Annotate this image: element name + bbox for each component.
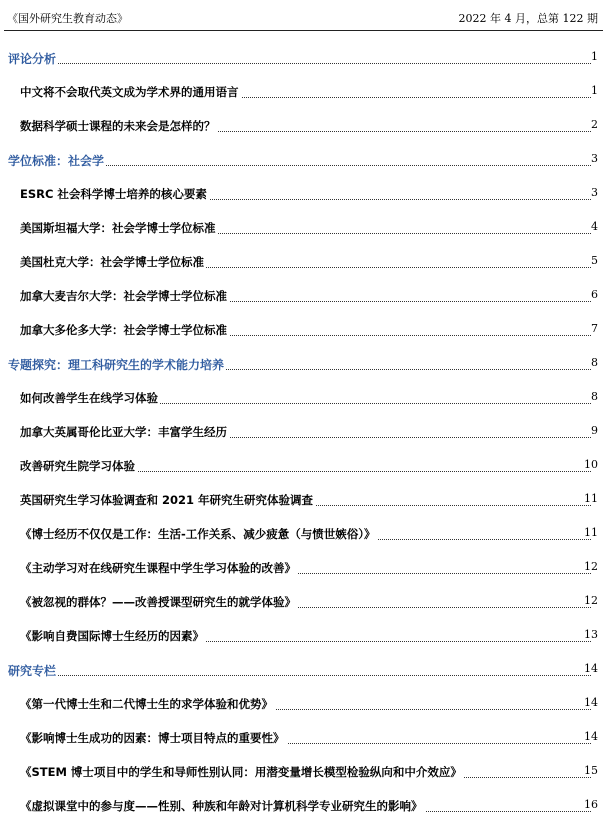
toc-entry[interactable] <box>0 728 607 748</box>
toc-entry-title: 《虚拟课堂中的参与度——性别、种族和年龄对计算机科学专业研究生的影响》 <box>20 799 423 813</box>
toc-page-number: 3 <box>591 152 598 165</box>
toc-page-number: 14 <box>584 696 598 709</box>
toc-page-number: 15 <box>584 764 598 777</box>
toc-entry[interactable] <box>0 456 607 476</box>
toc-page-number: 11 <box>584 526 598 539</box>
toc-section-heading[interactable] <box>0 48 607 68</box>
toc-page-number: 12 <box>584 560 598 573</box>
toc-entry[interactable] <box>0 218 607 238</box>
toc-section-heading[interactable] <box>0 354 607 374</box>
toc-entry[interactable] <box>0 82 607 102</box>
toc-entry-title: 加拿大麦吉尔大学：社会学博士学位标准 <box>20 289 227 303</box>
toc-entry[interactable] <box>0 694 607 714</box>
toc-entry[interactable] <box>0 422 607 442</box>
toc-section-title: 评论分析 <box>8 52 57 66</box>
toc-page-number: 1 <box>591 84 598 97</box>
toc-entry[interactable] <box>0 796 607 816</box>
toc-dot-leader <box>8 675 591 676</box>
journal-title: 《国外研究生教育动态》 <box>7 12 128 25</box>
toc-page-number: 9 <box>591 424 598 437</box>
toc-entry-title: ESRC 社会科学博士培养的核心要素 <box>20 187 207 201</box>
toc-page-number: 10 <box>584 458 598 471</box>
toc-page-number: 4 <box>591 220 598 233</box>
toc-entry[interactable] <box>0 252 607 272</box>
toc-entry-title: 《影响自费国际博士生经历的因素》 <box>20 629 204 643</box>
toc-page-number: 11 <box>584 492 598 505</box>
toc-entry[interactable] <box>0 524 607 544</box>
toc-page-number: 5 <box>591 254 598 267</box>
toc-page-number: 14 <box>584 662 598 675</box>
toc-entry-title: 《被忽视的群体？——改善授课型研究生的就学体验》 <box>20 595 296 609</box>
toc-section-heading[interactable] <box>0 150 607 170</box>
toc-entry-title: 如何改善学生在线学习体验 <box>20 391 158 405</box>
toc-entry[interactable] <box>0 286 607 306</box>
toc-entry-title: 《博士经历不仅仅是工作：生活-工作关系、减少疲惫（与愤世嫉俗）》 <box>20 527 376 541</box>
toc-entry-title: 数据科学硕士课程的未来会是怎样的？ <box>20 119 216 133</box>
toc-page-number: 14 <box>584 730 598 743</box>
toc-section-title: 研究专栏 <box>8 664 57 678</box>
toc-page-number: 16 <box>584 798 598 811</box>
toc-entry-title: 美国杜克大学：社会学博士学位标准 <box>20 255 204 269</box>
toc-page-number: 1 <box>591 50 598 63</box>
toc-entry[interactable] <box>0 762 607 782</box>
toc-section-title: 学位标准：社会学 <box>8 154 105 168</box>
toc-dot-leader <box>8 63 591 64</box>
toc-entry-title: 加拿大英属哥伦比亚大学：丰富学生经历 <box>20 425 227 439</box>
toc-entry[interactable] <box>0 320 607 340</box>
toc-page-number: 8 <box>591 356 598 369</box>
toc-entry[interactable] <box>0 592 607 612</box>
toc-entry-title: 改善研究生院学习体验 <box>20 459 135 473</box>
toc-page-number: 2 <box>591 118 598 131</box>
toc-entry-title: 《主动学习对在线研究生课程中学生学习体验的改善》 <box>20 561 296 575</box>
toc-page-number: 8 <box>591 390 598 403</box>
toc-entry[interactable] <box>0 388 607 408</box>
toc-entry[interactable] <box>0 184 607 204</box>
toc-entry-title: 《影响博士生成功的因素：博士项目特点的重要性》 <box>20 731 285 745</box>
toc-entry-title: 英国研究生学习体验调查和 2021 年研究生研究体验调查 <box>20 493 314 507</box>
toc-page-number: 6 <box>591 288 598 301</box>
toc-page-number: 13 <box>584 628 598 641</box>
toc-page-number: 12 <box>584 594 598 607</box>
toc-entry[interactable] <box>0 626 607 646</box>
toc-page-number: 7 <box>591 322 598 335</box>
toc-section-heading[interactable] <box>0 660 607 680</box>
toc-entry[interactable] <box>0 490 607 510</box>
toc-page-number: 3 <box>591 186 598 199</box>
toc-entry-title: 美国斯坦福大学：社会学博士学位标准 <box>20 221 216 235</box>
issue-info: 2022 年 4 月，总第 122 期 <box>458 12 598 25</box>
toc-entry[interactable] <box>0 116 607 136</box>
toc-entry-title: 中文将不会取代英文成为学术界的通用语言 <box>20 85 239 99</box>
toc-entry-title: 《第一代博士生和二代博士生的求学体验和优势》 <box>20 697 273 711</box>
toc-entry-title: 《STEM 博士项目中的学生和导师性别认同：用潜变量增长模型检验纵向和中介效应》 <box>20 765 462 779</box>
toc-section-title: 专题探究：理工科研究生的学术能力培养 <box>8 358 225 372</box>
toc-entry[interactable] <box>0 558 607 578</box>
header-divider <box>4 30 603 31</box>
page-header <box>0 0 607 32</box>
toc-entry-title: 加拿大多伦多大学：社会学博士学位标准 <box>20 323 227 337</box>
